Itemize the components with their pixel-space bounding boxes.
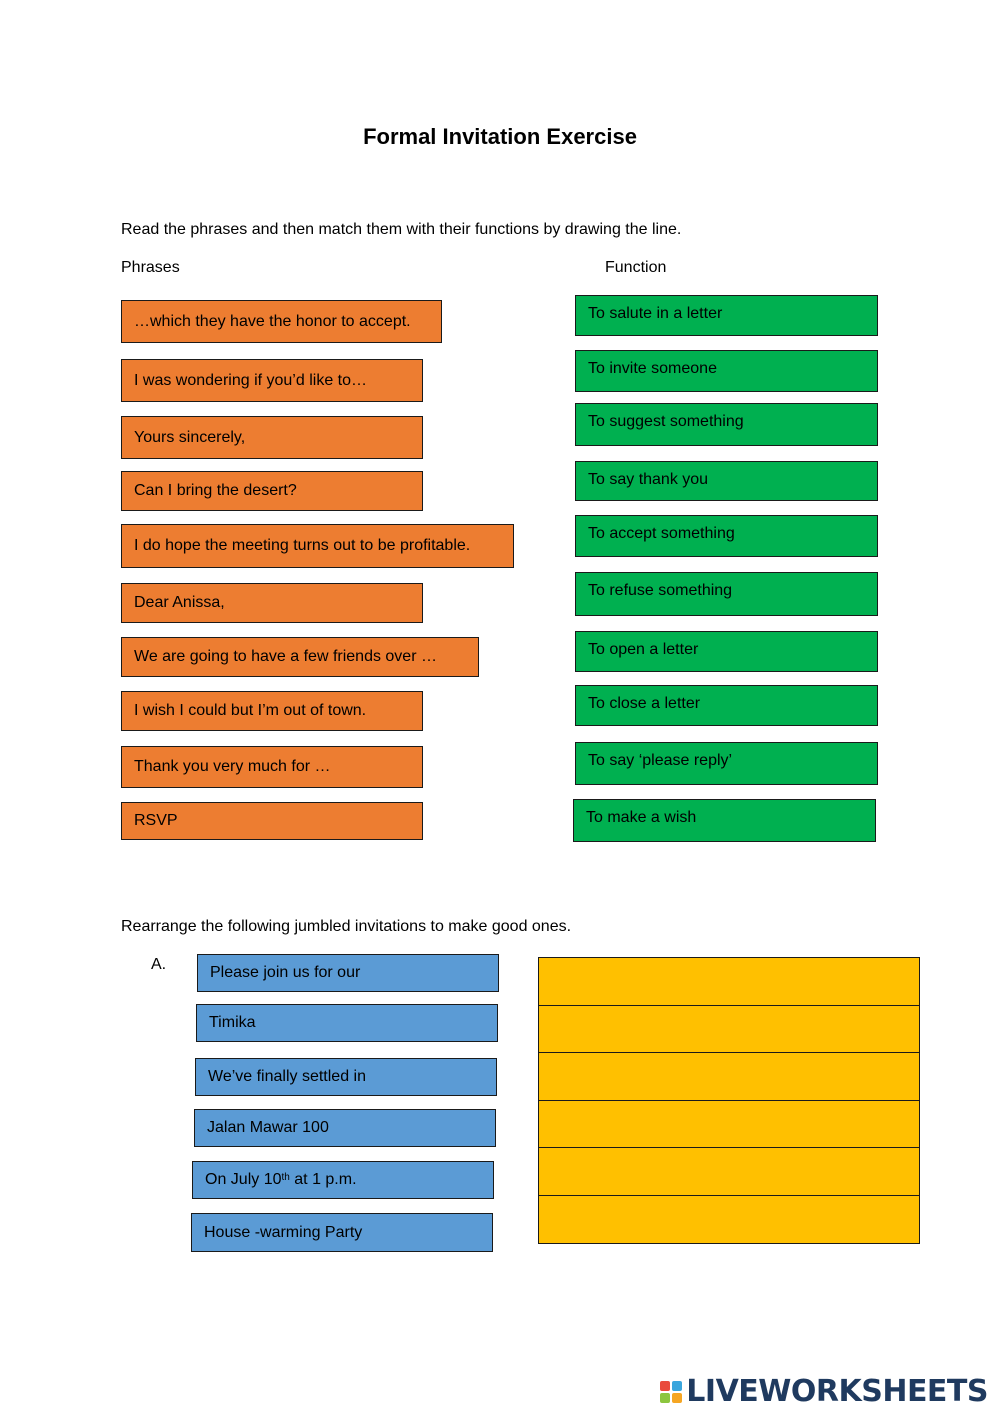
- jumbled-item-text: at 1 p.m.: [289, 1171, 357, 1188]
- jumbled-item[interactable]: We’ve finally settled in: [195, 1058, 497, 1096]
- match-instructions: Read the phrases and then match them with their functions by drawing the line.: [121, 221, 682, 238]
- function-box[interactable]: To suggest something: [575, 403, 878, 446]
- jumbled-item[interactable]: House -warming Party: [191, 1213, 493, 1252]
- phrase-box[interactable]: Yours sincerely,: [121, 416, 423, 459]
- phrase-box[interactable]: Thank you very much for …: [121, 746, 423, 788]
- jumbled-item-sup: th: [281, 1171, 290, 1183]
- phrases-header: Phrases: [121, 259, 180, 276]
- function-box[interactable]: To accept something: [575, 515, 878, 557]
- function-box[interactable]: To say ‘please reply’: [575, 742, 878, 785]
- answer-slot[interactable]: [539, 1101, 919, 1149]
- jumbled-item[interactable]: Timika: [196, 1004, 498, 1042]
- function-box[interactable]: To close a letter: [575, 685, 878, 726]
- phrase-box[interactable]: I do hope the meeting turns out to be profitable.: [121, 524, 514, 568]
- answer-slot[interactable]: [539, 1053, 919, 1101]
- answer-slot[interactable]: [539, 958, 919, 1006]
- answer-slot[interactable]: [539, 1196, 919, 1244]
- function-box[interactable]: To invite someone: [575, 350, 878, 392]
- phrase-box[interactable]: I was wondering if you’d like to…: [121, 359, 423, 402]
- phrase-box[interactable]: Dear Anissa,: [121, 583, 423, 623]
- answer-slot[interactable]: [539, 1006, 919, 1054]
- liveworksheets-logo: [660, 1374, 988, 1409]
- liveworksheets-logo-icon: [660, 1381, 682, 1403]
- phrase-box[interactable]: Can I bring the desert?: [121, 471, 423, 511]
- function-box[interactable]: To open a letter: [575, 631, 878, 672]
- section-a-label: A.: [151, 956, 167, 973]
- page-title: Formal Invitation Exercise: [363, 124, 637, 149]
- phrase-box[interactable]: RSVP: [121, 802, 423, 840]
- answer-column: [538, 957, 920, 1244]
- phrase-box[interactable]: …which they have the honor to accept.: [121, 300, 442, 343]
- answer-slot[interactable]: [539, 1148, 919, 1196]
- jumbled-item[interactable]: Please join us for our: [197, 954, 499, 992]
- function-header: Function: [605, 259, 667, 276]
- function-box[interactable]: To make a wish: [573, 799, 876, 842]
- function-box[interactable]: To salute in a letter: [575, 295, 878, 336]
- phrase-box[interactable]: I wish I could but I’m out of town.: [121, 691, 423, 731]
- jumbled-item-text: On July 10: [205, 1171, 282, 1188]
- liveworksheets-logo-text: LIVEWORKSHEETS: [686, 1374, 988, 1409]
- phrase-box[interactable]: We are going to have a few friends over …: [121, 637, 479, 677]
- function-box[interactable]: To say thank you: [575, 461, 878, 501]
- jumbled-item[interactable]: Jalan Mawar 100: [194, 1109, 496, 1147]
- rearrange-instructions: Rearrange the following jumbled invitations to make good ones.: [121, 918, 572, 935]
- function-box[interactable]: To refuse something: [575, 572, 878, 616]
- jumbled-item[interactable]: [192, 1161, 494, 1199]
